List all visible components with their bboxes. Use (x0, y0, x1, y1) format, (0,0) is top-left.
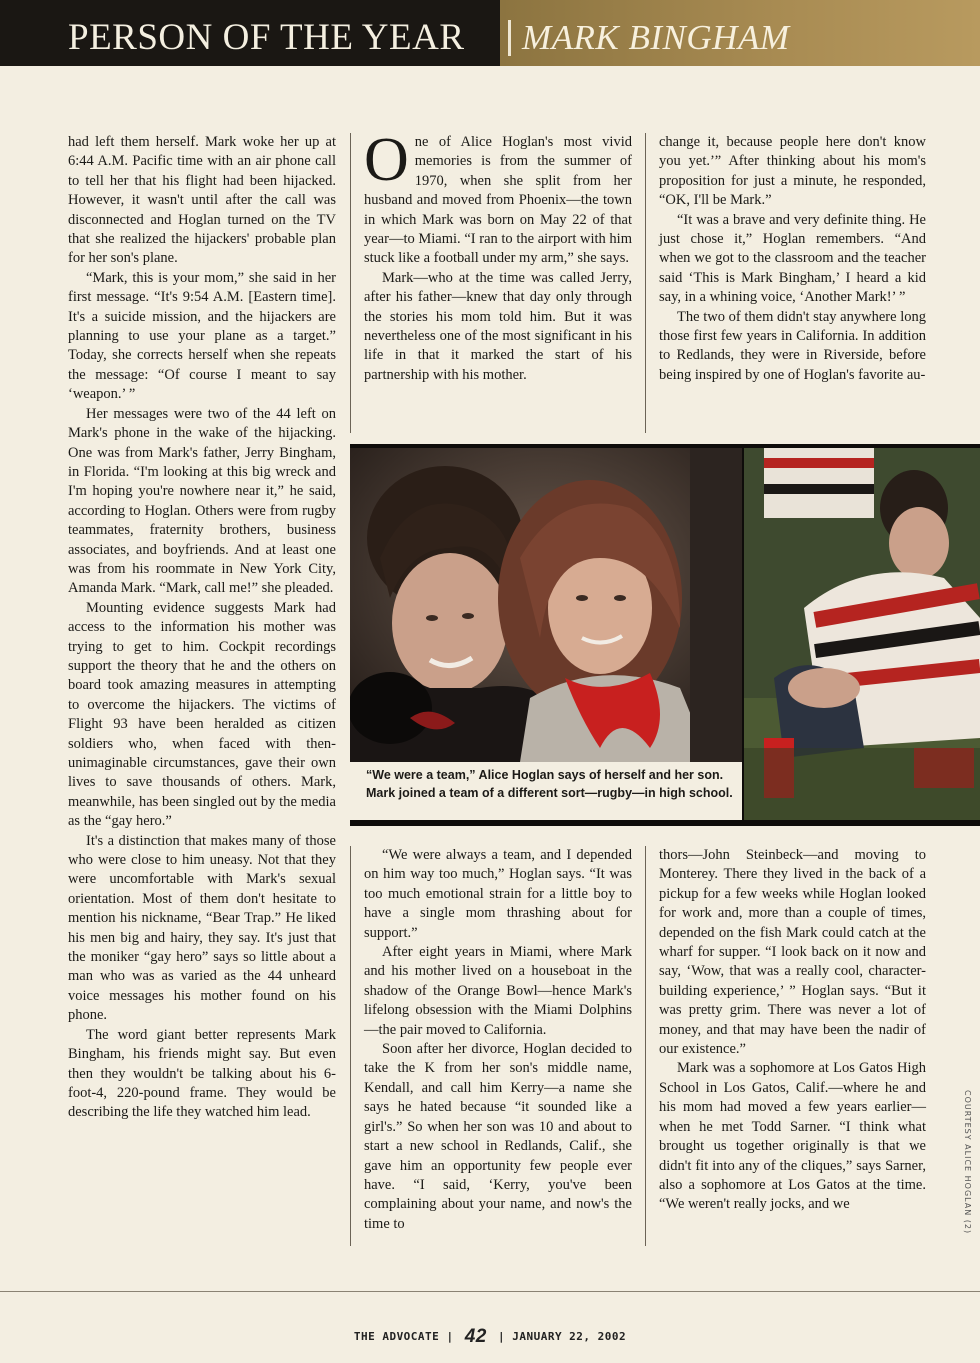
paragraph: Mark—who at the time was called Jerry, after his father—knew that day only through the stories his mom told him. But it was nevertheless one of the most significant in his life in that it marked the start of his partnership with his mother. (364, 269, 632, 383)
photo-caption (366, 766, 736, 802)
paragraph: The two of them didn't stay anywhere long those first few years in California. In addition to Redlands, they were in Riverside, before being inspired by one of Hoglan's favorite au- (659, 308, 926, 383)
paragraph: “We were always a team, and I depended on him way too much,” Hoglan says. “It was too much emotional strain for a little boy to have a single mom thrashing about for support.” (364, 847, 632, 941)
paragraph: “Mark, this is your mom,” she said in her first message. “It's 9:54 A.M. [Eastern time]. It's a suicide mission, and the hijackers are planning to use your plane as a target.” Today, she corrects herself when she repeats the message: “Of course I meant to say ‘weapon.’ ” (68, 269, 336, 403)
page-number: 42 (464, 1326, 487, 1347)
paragraph: “It was a brave and very definite thing. He just chose it,” Hoglan remembers. “And when we got to the classroom and the teacher said ‘This is Mark Bingham,’ I heard a kid say, in a whining voice, ‘Another Mark!’ ” (659, 211, 926, 306)
paragraph: Mark was a sophomore at Los Gatos High School in Los Gatos, Calif.—where he and his mom had moved a few years earlier—when he met Todd Sarner. “I think what brought us together originally is that we didn't fit into any of the cliques,” says Sarner, also a sophomore at Los Gatos at the time. “We weren't really jocks, and we (659, 1060, 926, 1213)
column-rule (645, 846, 646, 1246)
page-footer (0, 1326, 980, 1348)
column-1 (68, 133, 336, 1123)
footer-rule (0, 1291, 980, 1292)
footer-separator: | (497, 1330, 506, 1343)
paragraph: Her messages were two of the 44 left on Mark's phone in the wake of the hijacking. One was from Mark's father, Jerry Bingham, in Florida. “I'm looking at this big wreck and I'm hoping you're nowhere near it,” he said, according to Hoglan. Others were from rugby teammates, fraternity brothers, business associates, and boyfriends. And at least one was from his roommate in New York City, Amanda Mark. “Mark, call me!” she pleaded. (68, 405, 336, 597)
photo-mother-and-son (350, 448, 742, 762)
paragraph: had left them herself. Mark woke her up at 6:44 A.M. Pacific time with an air phone call to tell her that his flight had been hijacked. However, it wasn't until after the call was disconnected and Hoglan turned on the TV that she realized the hijackers' probable plan for her son's plane. (68, 134, 336, 267)
photo-rugby-match (744, 448, 980, 820)
drop-cap: O (364, 126, 409, 194)
section-title: PERSON OF THE YEAR (68, 17, 465, 58)
caption-line: Mark joined a team of a different sort—rugby—in high school. (366, 786, 733, 800)
paragraph: After eight years in Miami, where Mark and his mother lived on a houseboat in the shadow of the Orange Bowl—hence Mark's lifelong obsession with the Miami Dolphins—the pair moved to California. (364, 944, 632, 1038)
paragraph: It's a distinction that makes many of those who were close to him uneasy. Not that they were uncomfortable with Mark's sexual orientation. Most of them don't hesitate to mention his nickname, “Bear Trap.” He liked his men big and hairy, they say. It's just that the moniker “gay hero” says so little about a man who was as varied as the 44 unheard voice messages his mother found on his phone. (68, 832, 336, 1024)
column-2-bottom (364, 846, 632, 1234)
column-3-top (659, 133, 926, 385)
paragraph: change it, because people here don't know you yet.’” After thinking about his mom's proposition for just a minute, he responded, “OK, I'll be Mark.” (659, 134, 926, 209)
portrait-photo (350, 448, 742, 762)
paragraph (364, 126, 632, 269)
column-rule (645, 133, 646, 433)
paragraph-text: ne of Alice Hoglan's most vivid memories is from the summer of 1970, when she split from her husband and moved from Phoenix—the town in which Mark was born on May 22 of that year—to Miami. “I ran to the airport with him stuck like a football under my arm,” she says. (364, 134, 632, 267)
caption-line: “We were a team,” Alice Hoglan says of herself and her son. (366, 768, 724, 782)
footer-separator: | (446, 1330, 454, 1343)
header-divider (508, 20, 511, 56)
subject-name: MARK BINGHAM (522, 18, 790, 57)
column-3-bottom (659, 846, 926, 1215)
publication-name: THE ADVOCATE (353, 1330, 440, 1343)
paragraph: The word giant better represents Mark Bingham, his friends might say. But even then they wouldn't be talking about his 6-foot-4, 220-pound frame. They would be describing the life they watched him lead. (68, 1026, 336, 1121)
issue-date: JANUARY 22, 2002 (512, 1330, 627, 1343)
column-2-top (364, 126, 632, 385)
column-rule (350, 846, 351, 1246)
column-rule (350, 133, 351, 433)
page-header (0, 0, 980, 66)
photo-credit: COURTESY ALICE HOGLAN (2) (963, 1090, 972, 1235)
paragraph: thors—John Steinbeck—and moving to Monterey. There they lived in the back of a pickup for a few weeks while Hoglan looked for work and, more than a couple of times, depended on the fish Mark could catch at the wharf for supper. “I look back on it now and say, ‘Wow, that was a really cool, character-building experience,’ ” Hoglan says. “But it was pretty grim. There was never a lot of money, and that may have been the nadir of our existence.” (659, 847, 926, 1058)
rugby-photo (744, 448, 980, 820)
paragraph: Mounting evidence suggests Mark had access to the information his mother was trying to get to him. Cockpit recordings support the theory that he and the others on board took amazing measures in attempting to overcome the hijackers. The victims of Flight 93 have been heralded as citizen soldiers who, when faced with then-unimaginable circumstances, gave their own lives to save thousands of others. Mark, meanwhile, has been singled out by the media as the “gay hero.” (68, 599, 336, 830)
paragraph: Soon after her divorce, Hoglan decided to take the K from her son's middle name, Kendall, and call him Kerry—a name she says he hated because “it sounded like a girl's.” So when her son was 10 and about to start a new school in Redlands, Calif., she gave him an opportunity few people ever have. “I said, ‘Kerry, you've been complaining about your name, and now's the time to (364, 1041, 632, 1232)
